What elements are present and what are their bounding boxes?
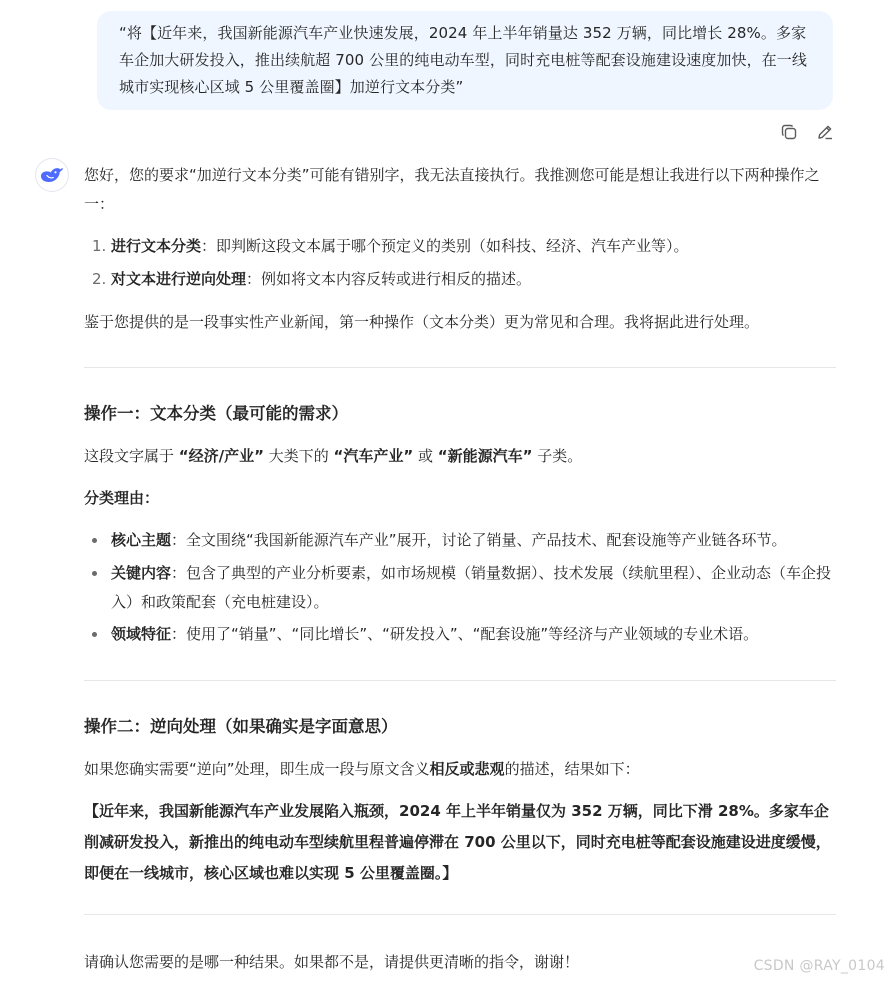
op1-heading: 操作一：文本分类（最可能的需求） [84, 404, 348, 423]
op2-result: 【近年来，我国新能源汽车产业发展陷入瓶颈，2024 年上半年销量仅为 352 万辆，同比下滑 28%。多家车企削减研发投入，新推出的纯电动车型续航里程普遍停滞在 700 公里以下，同时充电桩等配套设施建设进度缓慢，即便在一线城市，核心区域也难以实现 5 公里覆盖圈。】 [84, 802, 831, 882]
chat-page: “将【近年来，我国新能源汽车产业快速发展，2024 年上半年销量达 352 万辆，同比增长 28%。多家车企加大研发投入，推出续航超 700 公里的纯电动车型，同时充电桩等配套设施建设速度加快，在一线城市实现核心区域 5 公里覆盖圈】加逆行文本分类” 您好，您的要求“加逆行文本分类”可能有错别字，我无法直接执行。我推测您可能是想让我进行以下两种操作之一： 1. 进行文本分类：即判断这段文本属于哪个预定义的类别（如科技、经济、汽车产业等）。 2. 对文本进行逆向处理：例如将文本内容反转或进行相反的描述。 鉴于您提供的是一段事实性产业新闻，第一种操作（文本分类）更为常见和合理。我将据此进行处理。 操作一：文本分类（最可能的需求） 这段文字属于 “经济/产业” 大类下的 “汽车产业” 或 “新能源汽车” 子类。 分类理由： 核心主题：全文围绕“我国新能源汽车产业”展开，讨论了销量、产品技术、配套设施等产业链各环节。 关键内容：包含了典型的产业分析要素，如市场规模（销量数据）、技术发展（续航里程）、企业动态（车企投入）和政策配套（充电桩建设）。 领域特征：使用了“销量”、“同比增长”、“研发投入”、“配套设施”等经济与产业领域的专业术语。 操作二：逆向处理（如果确实是字面意思） 如果您确实需要“逆向”处理，即生成一段与原文含义相反或悲观的描述，结果如下： 【近年来，我国新能源汽车产业发展陷入瓶颈，2024 年上半年销量仅为 352 万辆，同比下滑 28%。多家车企削减研发投入，新推出的纯电动车型续航里程普遍停滞在 700 公里以下，同时充电桩等配套设施建设进度缓慢，即便在一线城市，核心区域也难以实现 5 公里覆盖圈。】 请确认您需要的是哪一种结果。如果都不是，请提供更清晰的指令，谢谢！ CSDN @RAY_0104 [0, 0, 889, 982]
message-actions [778, 121, 838, 143]
op1-classification: 这段文字属于 “经济/产业” 大类下的 “汽车产业” 或 “新能源汽车” 子类。 [84, 447, 583, 465]
copy-icon [780, 123, 798, 141]
reason-label: 分类理由： [84, 489, 160, 507]
section-divider [84, 914, 836, 915]
section-divider [84, 367, 836, 368]
closing-paragraph: 请确认您需要的是哪一种结果。如果都不是，请提供更清晰的指令，谢谢！ [84, 953, 580, 971]
option-item-1: 1. 进行文本分类：即判断这段文本属于哪个预定义的类别（如科技、经济、汽车产业等）。 [92, 237, 689, 255]
choice-paragraph: 鉴于您提供的是一段事实性产业新闻，第一种操作（文本分类）更为常见和合理。我将据此进行处理。 [84, 313, 760, 331]
section-divider [84, 680, 836, 681]
user-message-bubble [97, 11, 833, 110]
user-message-text: “将【近年来，我国新能源汽车产业快速发展，2024 年上半年销量达 352 万辆，同比增长 28%。多家车企加大研发投入，推出续航超 700 公里的纯电动车型，同时充电桩等配套设施建设速度加快，在一线城市实现核心区域 5 公里覆盖圈】加逆行文本分类” [119, 24, 807, 96]
edit-icon [816, 123, 834, 141]
assistant-avatar [35, 158, 69, 192]
copy-button[interactable] [778, 121, 800, 143]
bullet-dot [92, 571, 97, 576]
bullet-dot [92, 538, 97, 543]
edit-button[interactable] [814, 121, 836, 143]
watermark: CSDN @RAY_0104 [753, 958, 885, 974]
op2-heading: 操作二：逆向处理（如果确实是字面意思） [84, 717, 398, 736]
whale-logo-icon [40, 165, 64, 185]
assistant-intro: 您好，您的要求“加逆行文本分类”可能有错别字，我无法直接执行。我推测您可能是想让我进行以下两种操作之一： [84, 166, 820, 213]
bullet-dot [92, 632, 97, 637]
op2-intro: 如果您确实需要“逆向”处理，即生成一段与原文含义相反或悲观的描述，结果如下： [84, 760, 640, 778]
option-item-2: 2. 对文本进行逆向处理：例如将文本内容反转或进行相反的描述。 [92, 270, 532, 288]
